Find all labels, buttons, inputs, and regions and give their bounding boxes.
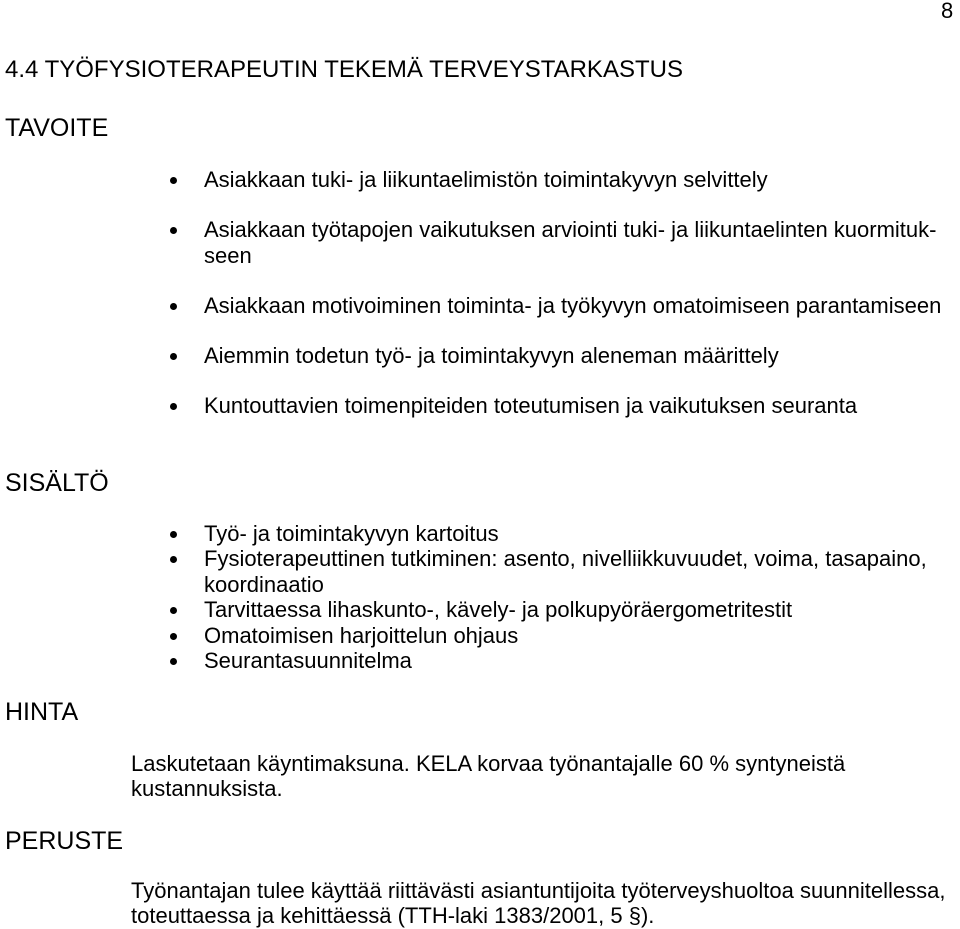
list-item-text: Asiakkaan tuki- ja liikuntaelimistön toimintakyvyn selvittely bbox=[204, 167, 768, 192]
sisalto-label: SISÄLTÖ bbox=[5, 469, 109, 497]
bullet-icon bbox=[170, 607, 177, 614]
list-item bbox=[0, 167, 941, 192]
sisalto-list bbox=[0, 521, 927, 673]
list-item bbox=[0, 623, 927, 648]
bullet-icon bbox=[170, 556, 177, 563]
list-item-text: Asiakkaan työtapojen vaikutuksen arviointi tuki- ja liikuntaelinten kuormituk- seen bbox=[204, 217, 937, 268]
list-item-text: Omatoimisen harjoittelun ohjaus bbox=[204, 622, 519, 648]
list-item bbox=[0, 597, 927, 622]
hinta-label: HINTA bbox=[5, 698, 79, 726]
section-heading: 4.4 TYÖFYSIOTERAPEUTIN TEKEMÄ TERVEYSTARKASTUS bbox=[5, 56, 683, 83]
bullet-icon bbox=[170, 303, 177, 310]
tavoite-list bbox=[0, 167, 941, 419]
list-item bbox=[0, 648, 927, 673]
peruste-label: PERUSTE bbox=[5, 827, 124, 855]
list-item bbox=[0, 546, 927, 597]
list-item bbox=[0, 521, 927, 546]
list-item bbox=[0, 217, 941, 268]
page-number: 8 bbox=[941, 0, 954, 23]
hinta-text: Laskutetaan käyntimaksuna. KELA korvaa työnantajalle 60 % syntyneistä kustannuksista. bbox=[131, 751, 846, 802]
bullet-icon bbox=[170, 531, 177, 538]
list-item bbox=[0, 343, 941, 368]
list-item-text: Fysioterapeuttinen tutkiminen: asento, nivelliikkuvuudet, voima, tasapaino, koordinaatio bbox=[204, 546, 927, 597]
bullet-icon bbox=[170, 403, 177, 410]
list-item-text: Asiakkaan motivoiminen toiminta- ja työkyvyn omatoimiseen parantamiseen bbox=[204, 292, 942, 318]
list-item-text: Aiemmin todetun työ- ja toimintakyvyn aleneman määrittely bbox=[204, 343, 779, 369]
list-item bbox=[0, 293, 941, 318]
bullet-icon bbox=[170, 353, 177, 360]
bullet-icon bbox=[170, 633, 177, 640]
list-item-text: Seurantasuunnitelma bbox=[204, 648, 412, 674]
list-item-text: Työ- ja toimintakyvyn kartoitus bbox=[204, 521, 499, 546]
list-item-text: Kuntouttavien toimenpiteiden toteutumisen ja vaikutuksen seuranta bbox=[204, 393, 858, 419]
bullet-icon bbox=[170, 177, 177, 184]
list-item bbox=[0, 393, 941, 418]
peruste-text: Työnantajan tulee käyttää riittävästi asiantuntijoita työterveyshuoltoa suunnitellessa, toteuttaessa ja kehittäessä (TTH-laki 1383/2001, 5 §). bbox=[131, 878, 946, 929]
bullet-icon bbox=[170, 658, 177, 665]
list-item-text: Tarvittaessa lihaskunto-, kävely- ja polkupyöräergometritestit bbox=[204, 597, 793, 623]
bullet-icon bbox=[170, 227, 177, 234]
tavoite-label: TAVOITE bbox=[5, 114, 109, 142]
